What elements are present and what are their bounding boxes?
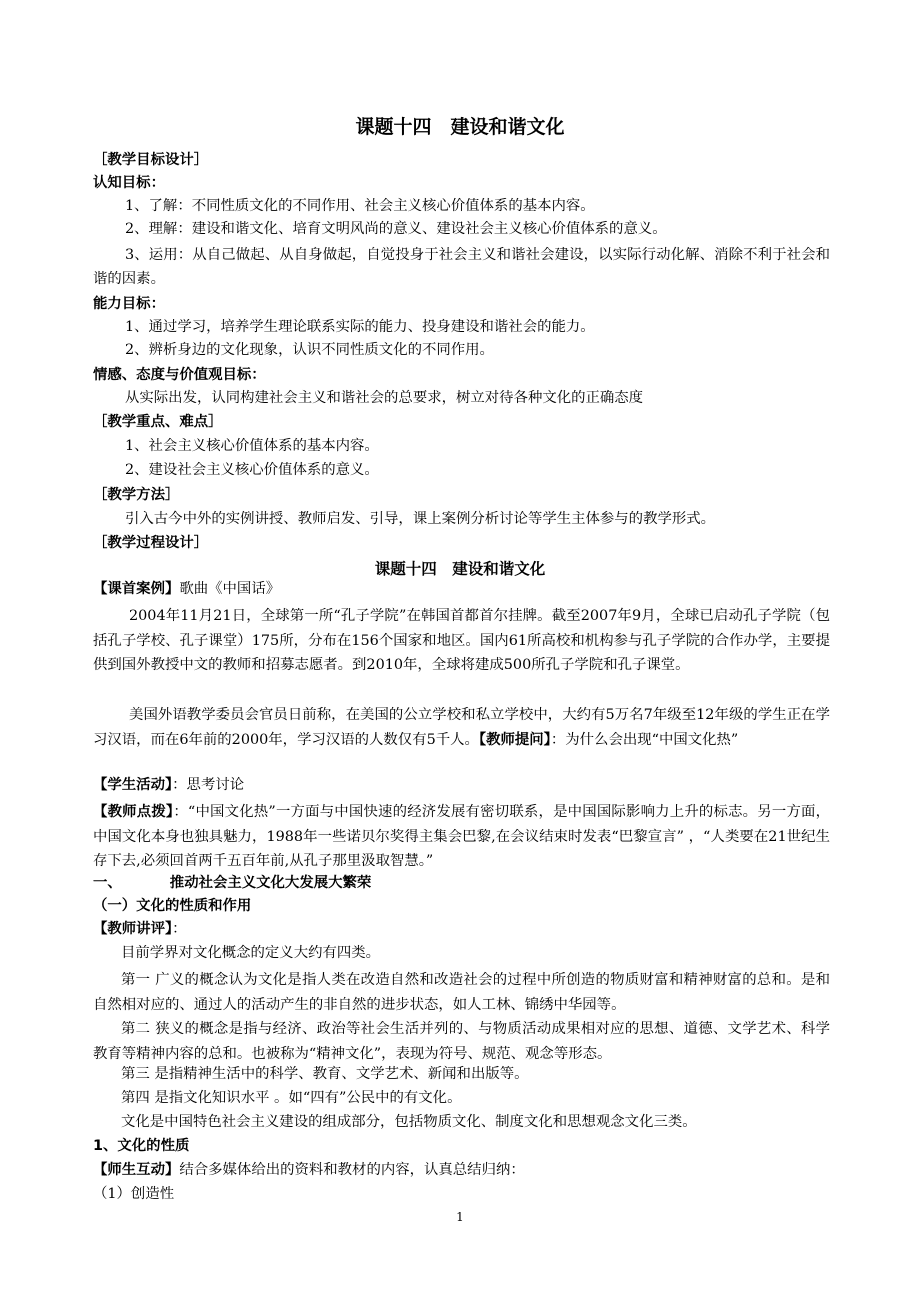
case-paragraph-2-text: 美国外语教学委员会官员日前称，在美国的公立学校和私立学校中，大约有5万名7年级至12年级的学生正在学习汉语，而在6年前的2000年，学习汉语的人数仅有5千人。 — [93, 707, 830, 748]
lecture-intro: 目前学界对文化概念的定义大约有四类。 — [121, 945, 381, 961]
page-number: 1 — [456, 1210, 464, 1224]
process-subtitle: 课题十四 建设和谐文化 — [374, 560, 546, 578]
student-activity-text: ：思考讨论 — [172, 777, 245, 793]
case-text: 歌曲《中国话》 — [179, 581, 281, 597]
student-activity-label: 【学生活动】 — [93, 777, 173, 793]
interaction-line — [93, 1161, 830, 1179]
teacher-question-label: 【教师提问】 — [478, 731, 551, 748]
key-point-item: 1、社会主义核心价值体系的基本内容。 — [125, 438, 379, 454]
teaching-method-text: 引入古今中外的实例讲授、教师启发、引导，课上案例分析讨论等学生主体参与的教学形式。 — [125, 511, 716, 527]
emotion-goals-text: 从实际出发，认同构建社会主义和谐社会的总要求，树立对待各种文化的正确态度 — [125, 390, 644, 406]
interaction-text: 结合多媒体给出的资料和教材的内容，认真总结归纳： — [179, 1162, 525, 1178]
cognitive-item: 2、理解：建设和谐文化、培育文明风尚的意义、建设社会主义核心价值体系的意义。 — [125, 221, 667, 237]
subsection-heading: （一）文化的性质和作用 — [93, 898, 252, 914]
ability-item: 1、通过学习，培养学生理论联系实际的能力、投身建设和谐社会的能力。 — [125, 319, 595, 335]
creativity-item: （1）创造性 — [93, 1186, 175, 1202]
section-teaching-goals: ［教学目标设计］ — [93, 152, 209, 168]
section-teaching-method: ［教学方法］ — [93, 487, 180, 503]
culture-summary: 文化是中国特色社会主义建设的组成部分，包括物质文化、制度文化和思想观念文化三类。 — [121, 1114, 697, 1130]
definition-2: 第二 狭义的概念是指与经济、政治等社会生活并列的、与物质活动成果相对应的思想、道德、文学艺术、科学教育等精神内容的总和。也被称为“精神文化”，表现为符号、规范、观念等形态。 — [93, 1021, 830, 1062]
teacher-guidance-paragraph — [93, 800, 830, 874]
lecture-label: 【教师讲评】 — [93, 921, 173, 937]
section-teaching-process: ［教学过程设计］ — [93, 535, 209, 551]
teacher-question-text: ：为什么会出现“中国文化热” — [550, 731, 739, 748]
part-one-heading — [93, 874, 830, 892]
part-one-title: 推动社会主义文化大发展大繁荣 — [169, 875, 372, 891]
definition-1: 第一 广义的概念认为文化是指人类在改造自然和改造社会的过程中所创造的物质财富和精神财富的总和。是和自然相对应的、通过人的活动产生的非自然的进步状态，如人工林、锦绣中华园等。 — [93, 972, 830, 1013]
section-key-points: ［教学重点、难点］ — [93, 414, 223, 430]
part-one-number: 一、 — [93, 875, 122, 891]
cognitive-goals-heading: 认知目标： — [93, 175, 165, 191]
interaction-label: 【师生互动】 — [93, 1162, 180, 1178]
cognitive-item: 3、运用：从自己做起、从自身做起，自觉投身于社会主义和谐社会建设，以实际行动化解、消除不利于社会和谐的因素。 — [93, 247, 830, 287]
case-label: 【课首案例】 — [93, 581, 180, 597]
case-paragraph: 2004年11月21日，全球第一所“孔子学院”在韩国首都首尔挂牌。截至2007年9月，全球已启动孔子学院（包括孔子学校、孔子课堂）175所，分布在156个国家和地区。国内61所高校和机构参与孔子学院的合作办学，主要提供到国外教授中文的教师和招募志愿者。到2010年，全球将建成500所孔子学院和孔子课堂。 — [93, 608, 830, 673]
lecture-line — [93, 920, 830, 938]
cognitive-item: 1、了解：不同性质文化的不同作用、社会主义核心价值体系的基本内容。 — [125, 198, 595, 214]
definition-4: 第四 是指文化知识水平 。如“四有”公民中的有文化。 — [121, 1090, 462, 1106]
emotion-goals-heading: 情感、态度与价值观目标： — [93, 367, 266, 383]
student-activity-line — [93, 776, 830, 794]
case-line — [93, 580, 830, 598]
ability-goals-heading: 能力目标： — [93, 296, 165, 312]
ability-item: 2、辨析身边的文化现象，认识不同性质文化的不同作用。 — [125, 342, 494, 358]
teacher-guidance-text: ：“中国文化热”一方面与中国快速的经济发展有密切联系，是中国国际影响力上升的标志。另一方面，中国文化本身也独具魅力，1988年一些诺贝尔奖得主集会巴黎,在会议结束时发表“巴黎宣言” ，“人类要在21世纪生存下去,必须回首两千五百年前,从孔子那里汲取智慧。” — [93, 804, 831, 869]
lecture-colon: ： — [172, 921, 187, 937]
culture-nature-heading: 1、文化的性质 — [93, 1138, 190, 1154]
page-title: 课题十四 建设和谐文化 — [355, 116, 565, 138]
definition-3: 第三 是指精神生活中的科学、教育、文学艺术、新闻和出版等。 — [121, 1066, 529, 1082]
case-paragraph-2 — [93, 703, 830, 752]
key-point-item: 2、建设社会主义核心价值体系的意义。 — [125, 462, 379, 478]
teacher-guidance-label: 【教师点拨】 — [93, 804, 174, 820]
